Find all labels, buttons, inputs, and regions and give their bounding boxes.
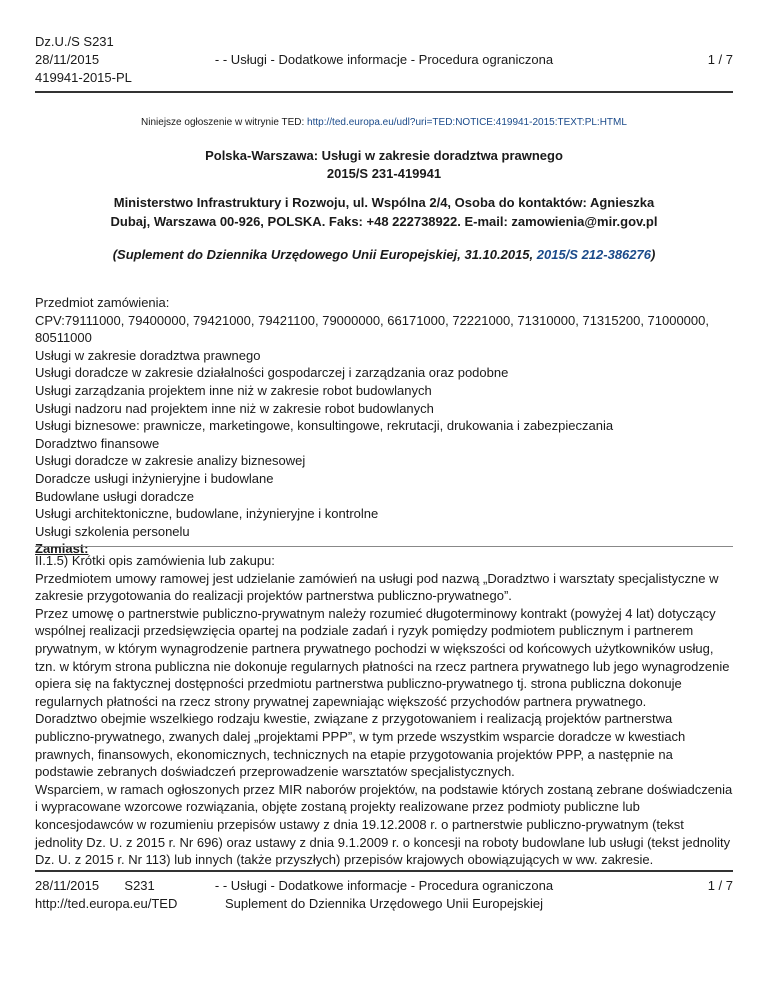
paragraph-4: Wsparciem, w ramach ogłoszonych przez MIR naborów projektów, na podstawie których zostaną zebrane doświadczenia i wypracowane wzorcowe rozwiązania, objęte zostaną projekty realizowane przez podmioty publiczne lub koncesjodawców w rozumieniu przepisów ustawy z dnia 19.12.2008 r. o partnerstwie publiczno-prywatnym (tekst jednolity Dz. U. z 2015 r. Nr 696) oraz ustawy z dnia 9.1.2009 r. o koncesji na roboty budowlane lub usługi (tekst jednolity Dz. U. z 2015 r. Nr 113) lub innych (także przyszłych) przepisów krajowych obowiązujących w ww. zakresie. — [35, 781, 733, 868]
ted-notice-prefix: Niniejsze ogłoszenie w witrynie TED: — [141, 117, 308, 128]
subject-label: Przedmiot zamówienia: — [35, 295, 170, 310]
ted-notice-link[interactable]: http://ted.europa.eu/udl?uri=TED:NOTICE:419941-2015:TEXT:PL:HTML — [307, 117, 627, 128]
supplement-text: (Suplement do Dziennika Urzędowego Unii Europejskiej, 31.10.2015, — [112, 247, 537, 262]
section-divider — [35, 546, 733, 547]
section-heading: II.1.5) Krótki opis zamówienia lub zakupu: — [35, 553, 275, 568]
paragraph-2: Przez umowę o partnerstwie publiczno-prywatnym należy rozumieć długoterminowy kontrakt (powyżej 4 lat) dotyczący wspólnej realizacji przedsięwzięcia opartej na podziale zadań i ryzyk pomiędzy podmiotem publicznym i partnerem prywatnym, w którym wynagrodzenie partnera prywatnego pochodzi w większości od końcowych użytkowników usług, tzn. w którym strona publiczna nie dokonuje regularnych płatności na rzecz partnera prywatnego lub jego wynagrodzenie opiera się na faktycznej dostępności przedmiotu partnerstwa publiczno-prywatnego tj. strona publiczna dokonuje regularnych płatności na rzecz strony prywatnej zapewniając większość przychodów partnera prywatnego. — [35, 605, 730, 709]
title-line-1: Polska-Warszawa: Usługi w zakresie doradztwa prawnego — [205, 148, 563, 163]
header-center: - - Usługi - Dodatkowe informacje - Procedura ograniczona — [214, 52, 554, 67]
instead-label: Zamiast: — [35, 541, 89, 557]
contracting-authority — [35, 193, 733, 231]
subject-item: Usługi biznesowe: prawnicze, marketingowe, konsultingowe, rekrutacji, drukowania i zabezpieczania — [35, 418, 614, 434]
subject-item: Usługi zarządzania projektem inne niż w zakresie robot budowlanych — [35, 382, 432, 398]
header-divider — [35, 91, 733, 93]
subject-item: Budowlane usługi doradcze — [35, 488, 194, 504]
contact-line-1: Ministerstwo Infrastruktury i Rozwoju, ul. Wspólna 2/4, Osoba do kontaktów: Agnieszka — [113, 195, 655, 210]
subject-item: Usługi architektoniczne, budowlane, inżynieryjne i kontrolne — [35, 506, 379, 522]
title-line-2: 2015/S 231-419941 — [326, 166, 442, 181]
supplement-close: ) — [650, 247, 656, 262]
header-notice-id: 419941-2015-PL — [35, 70, 132, 85]
subject-section — [35, 294, 733, 558]
subject-item: Doradztwo finansowe — [35, 435, 160, 451]
subject-item: Usługi doradcze w zakresie analizy biznesowej — [35, 453, 306, 469]
cpv-codes: CPV:79111000, 79400000, 79421000, 79421100, 79000000, 66171000, 72221000, 71310000, 71315200, 71000000, 80511000 — [35, 312, 709, 346]
notice-title — [35, 147, 733, 183]
paragraph-1: Przedmiotem umowy ramowej jest udzielanie zamówień na usługi pod nazwą „Doradztwo i warsztaty specjalistyczne w zakresie przygotowania do realizacji projektów partnerstwa publiczno-prywatnego”. — [35, 570, 719, 604]
footer-center-line-2: Suplement do Dziennika Urzędowego Unii Europejskiej — [225, 896, 543, 911]
subject-item: Usługi doradcze w zakresie działalności gospodarczej i zarządzania oraz podobne — [35, 365, 509, 381]
footer-center-line-1: - - Usługi - Dodatkowe informacje - Procedura ograniczona — [214, 878, 554, 893]
footer-url: http://ted.europa.eu/TED — [35, 896, 178, 911]
subject-item: Usługi nadzoru nad projektem inne niż w zakresie robot budowlanych — [35, 400, 434, 416]
description-section — [35, 552, 733, 869]
footer-divider — [35, 870, 733, 872]
footer-series: S231 — [124, 878, 155, 893]
ted-notice — [35, 117, 733, 128]
supplement-link[interactable]: 2015/S 212-386276 — [536, 247, 651, 262]
header-doc-ref: Dz.U./S S231 — [35, 34, 114, 49]
paragraph-3: Doradztwo obejmie wszelkiego rodzaju kwestie, związane z przygotowaniem i realizacją projektów partnerstwa publiczno-prywatnego, zwanych dalej „projektami PPP”, w tym przede wszystkim wsparcie doradcze w kwestiach prawnych, finansowych, ekonomicznych, technicznych na etapie przygotowania projektów PPP, a następnie na podstawie zebranych doświadczeń przeprowadzenie warsztatów specjalistycznych. — [35, 711, 686, 780]
contact-line-2: Dubaj, Warszawa 00-926, POLSKA. Faks: +48 222738922. E-mail: zamowienia@mir.gov.pl — [110, 214, 658, 229]
footer-page-number: 1 / 7 — [707, 878, 733, 893]
subject-item: Usługi w zakresie doradztwa prawnego — [35, 347, 261, 363]
subject-item: Doradcze usługi inżynieryjne i budowlane — [35, 470, 274, 486]
footer-center — [35, 877, 733, 913]
supplement-reference — [35, 247, 733, 262]
header-page-number: 1 / 7 — [707, 52, 733, 67]
subject-item: Usługi szkolenia personelu — [35, 523, 190, 539]
footer-date: 28/11/2015 — [35, 878, 100, 893]
header-date: 28/11/2015 — [35, 52, 100, 67]
